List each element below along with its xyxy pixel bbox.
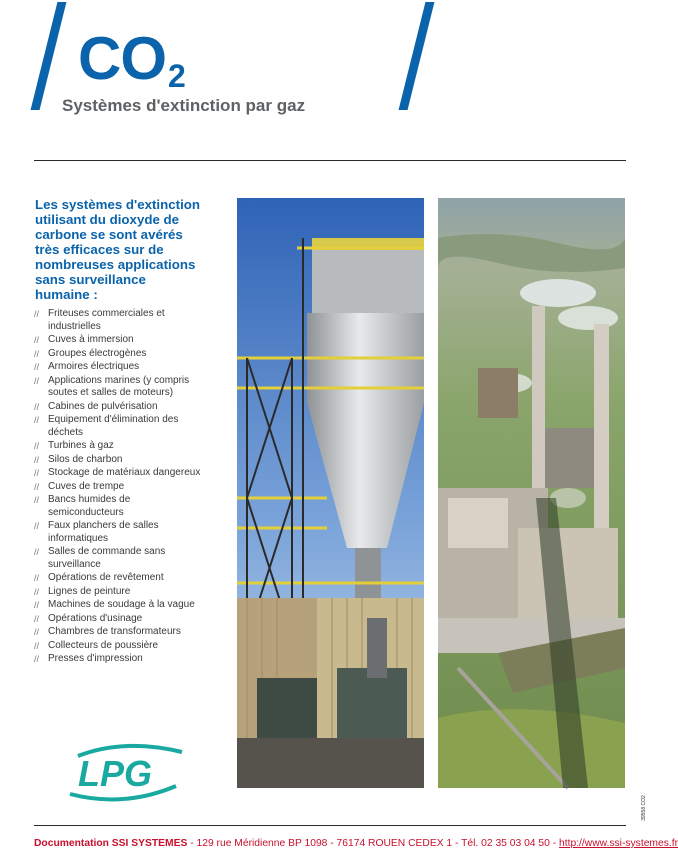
list-item-text: Opérations d'usinage — [48, 612, 143, 624]
list-item — [34, 494, 224, 519]
list-marker: // — [34, 362, 40, 372]
list-item — [34, 599, 224, 612]
list-item — [34, 481, 224, 494]
list-item-text: Friteuses commerciales et — [48, 308, 165, 319]
list-item — [34, 348, 224, 361]
list-marker: // — [34, 481, 40, 492]
list-marker: // — [34, 600, 40, 610]
list-marker: // — [34, 654, 40, 664]
list-item-text: Opérations de revêtement — [48, 572, 164, 583]
list-item — [34, 613, 224, 626]
list-item — [34, 361, 224, 374]
list-item-text: semiconducteurs — [48, 506, 124, 518]
intro-line: sans surveillance — [35, 272, 146, 287]
footer — [34, 838, 678, 849]
list-marker: // — [34, 348, 40, 359]
list-marker: // — [34, 521, 40, 531]
list-marker: // — [34, 627, 40, 637]
list-item — [34, 546, 224, 571]
footer-website-link[interactable]: http://www.ssi-systemes.fr — [559, 838, 678, 849]
intro-line: nombreuses applications — [35, 257, 196, 272]
list-item-text: Machines de soudage à la vague — [48, 599, 195, 610]
list-item-text: déchets — [48, 426, 84, 438]
list-item-text: Collecteurs de poussière — [48, 639, 159, 651]
list-marker: // — [34, 309, 40, 319]
list-item — [34, 653, 224, 666]
header-divider — [34, 160, 626, 161]
list-item-text: Stockage de matériaux dangereux — [48, 467, 201, 478]
list-item — [34, 334, 224, 347]
intro-line: humaine : — [35, 287, 98, 302]
list-item-text: Cuves à immersion — [48, 334, 134, 345]
intro-text — [35, 197, 225, 302]
list-item — [34, 375, 224, 400]
document-reference — [640, 790, 656, 830]
list-marker: // — [34, 547, 40, 557]
list-item-text: Faux planchers de salles — [48, 520, 159, 531]
list-item — [34, 440, 224, 453]
list-marker: // — [34, 335, 40, 345]
applications-list — [34, 308, 224, 667]
list-item — [34, 467, 224, 480]
list-item-text: soutes et salles de moteurs) — [48, 387, 174, 398]
list-marker: // — [34, 401, 40, 412]
list-item-text: Lignes de peinture — [48, 585, 131, 597]
list-item-text: Groupes électrogènes — [48, 347, 147, 359]
logo-text: LPG — [78, 753, 153, 794]
list-item-text: Salles de commande sans — [48, 546, 166, 557]
list-item — [34, 586, 224, 599]
list-marker: // — [34, 441, 40, 451]
list-item — [34, 640, 224, 653]
footer-address: - 129 rue Méridienne BP 1098 - 76174 ROUEN CEDEX 1 - Tél. 02 35 03 04 50 - — [187, 838, 560, 849]
list-item-text: Cuves de trempe — [48, 480, 125, 492]
list-item — [34, 626, 224, 639]
list-marker: // — [34, 468, 40, 478]
intro-line: carbone se sont avérés — [35, 227, 183, 242]
list-item-text: Applications marines (y compris — [48, 374, 190, 386]
list-item-text: surveillance — [48, 558, 101, 570]
footer-brand: Documentation SSI SYSTEMES — [34, 838, 188, 849]
decorative-slash-left — [31, 2, 67, 110]
list-item-text: Turbines à gaz — [48, 440, 114, 451]
list-marker: // — [34, 375, 40, 386]
list-marker: // — [34, 454, 40, 465]
list-item-text: Cabines de pulvérisation — [48, 400, 158, 412]
list-marker: // — [34, 415, 40, 425]
list-item-text: industrielles — [48, 320, 101, 332]
list-marker: // — [34, 613, 40, 624]
list-item-text: informatiques — [48, 532, 109, 544]
decorative-slash-right — [399, 2, 435, 110]
title-subscript: 2 — [168, 58, 185, 94]
lpg-logo — [64, 742, 190, 802]
list-item-text: Silos de charbon — [48, 453, 123, 465]
list-item — [34, 401, 224, 414]
list-marker: // — [34, 586, 40, 597]
industrial-plant-photo — [237, 198, 424, 788]
list-item-text: Equipement d'élimination des — [48, 414, 179, 425]
list-item — [34, 414, 224, 439]
list-marker: // — [34, 573, 40, 583]
intro-line: utilisant du dioxyde de — [35, 212, 180, 227]
list-item — [34, 454, 224, 467]
list-item — [34, 308, 224, 333]
list-item-text: Bancs humides de — [48, 494, 131, 505]
list-item — [34, 572, 224, 585]
title-main: CO — [78, 25, 166, 92]
list-marker: // — [34, 495, 40, 505]
list-item-text: Presses d'impression — [48, 653, 143, 664]
list-marker: // — [34, 640, 40, 651]
list-item-text: Armoires électriques — [48, 361, 140, 372]
intro-line: Les systèmes d'extinction — [35, 197, 201, 212]
footer-divider — [34, 825, 626, 826]
page-subtitle: Systèmes d'extinction par gaz — [62, 96, 306, 115]
document-reference-text: 39558 CO2 — [640, 795, 647, 821]
intro-line: très efficaces sur de — [35, 242, 164, 257]
power-station-photo — [438, 198, 625, 788]
list-item — [34, 520, 224, 545]
list-item-text: Chambres de transformateurs — [48, 626, 181, 637]
